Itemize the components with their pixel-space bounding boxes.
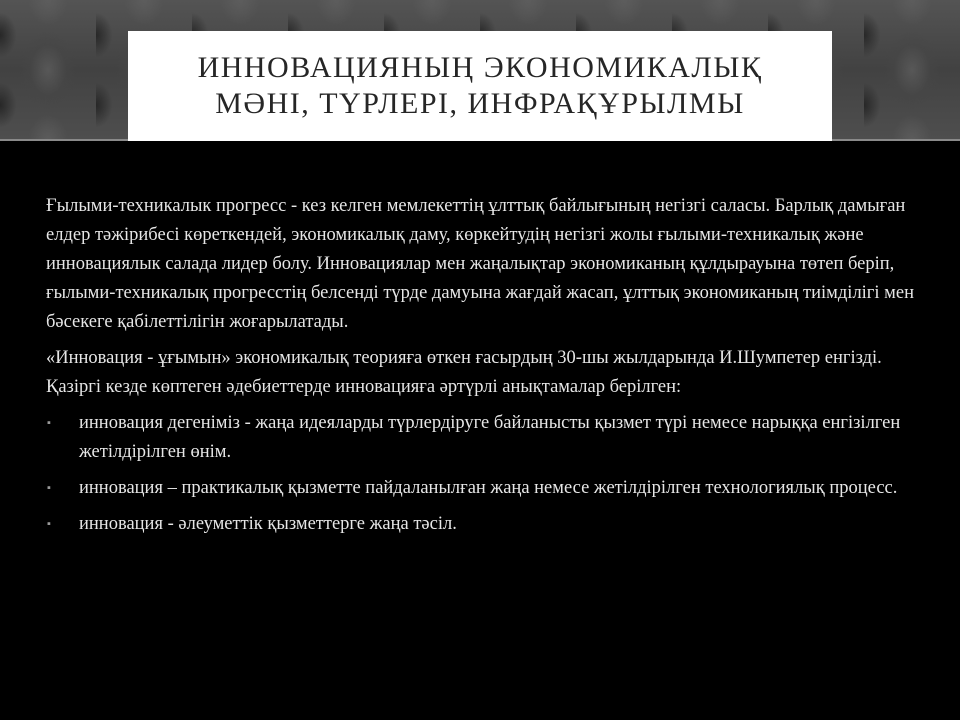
bullet-list [46, 409, 922, 539]
list-item [46, 510, 922, 539]
paragraph-definition: «Инновация - ұғымын» экономикалық теорияға өткен ғасырдың 30-шы жылдарында И.Шумпетер енгізді. Қазіргі кезде көптеген әдебиеттерде инновацияға әртүрлі анықтамалар берілген: [46, 348, 882, 397]
title-box [128, 31, 832, 141]
slide-title-line1: ИННОВАЦИЯНЫҢ ЭКОНОМИКАЛЫҚ [197, 51, 763, 84]
list-item [46, 474, 922, 503]
list-item-text: инновация – практикалық қызметте пайдаланылған жаңа немесе жетілдірілген технологиялық процесс. [79, 478, 898, 498]
paragraph-intro: Ғылыми-техникалык прогресс - кез келген мемлекеттің ұлттық байлығының негізгі саласы. Барлық дамыған елдер тәжірибесі көреткендей, экономикалық даму, көркейтудің негізгі жолы ғылыми-техникалық және инновациялык салада лидер болу. Инновациялар мен жаңалықтар экономиканың құлдырауына төтеп беріп, ғылыми-техникалық прогресстің белсенді түрде дамуына жағдай жасап, ұлттық экономиканың тиімділігі мен бәсекеге қабілеттілігін жоғарылатады. [46, 196, 914, 332]
bullet-square-icon: ▪ [47, 482, 51, 494]
list-item-text: инновация дегеніміз - жаңа идеяларды түрлердіруге байланысты қызмет түрі немесе нарыққа енгізілген жетілдірілген өнім. [79, 413, 901, 462]
list-item [46, 409, 922, 467]
slide-title [198, 50, 763, 122]
bullet-square-icon: ▪ [47, 417, 51, 429]
content-body [46, 192, 922, 546]
list-item-text: инновация - әлеуметтік қызметтерге жаңа тәсіл. [79, 514, 457, 534]
slide-title-line2: МӘНІ, ТҮРЛЕРІ, ИНФРАҚҰРЫЛМЫ [215, 87, 745, 120]
bullet-square-icon: ▪ [47, 518, 51, 530]
